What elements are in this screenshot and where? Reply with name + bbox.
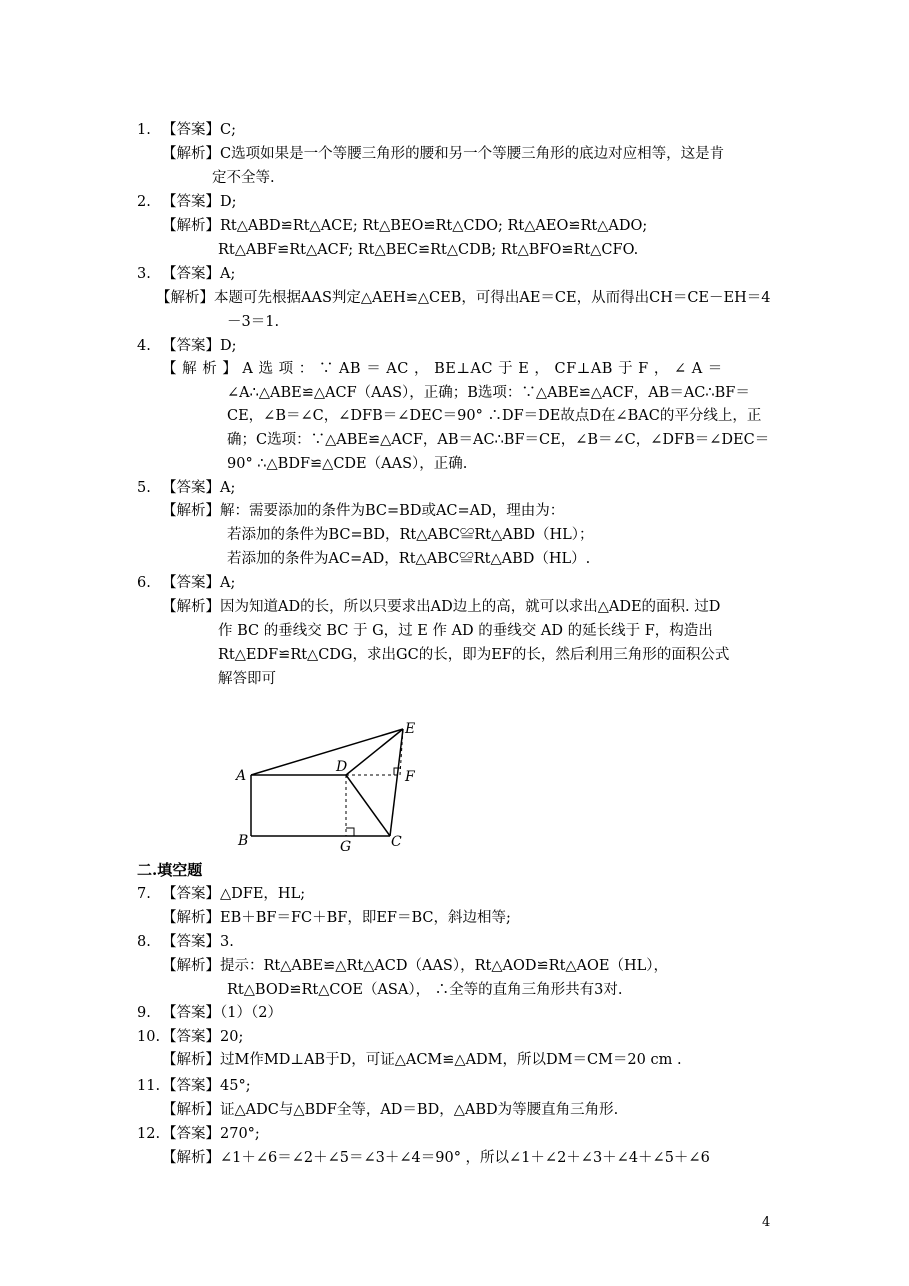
analysis-line: Rt△BOD≌Rt△COE（ASA）， ∴全等的直角三角形共有3对. [227,982,623,998]
analysis-line: －3＝1. [227,314,280,330]
item-number: 9. [137,1005,151,1021]
analysis-line: 【解析】证△ADC与△BDF全等，AD＝BD，△ABD为等腰直角三角形. [162,1102,619,1118]
item-number: 6. [137,575,151,591]
item-number: 5. [137,480,151,496]
analysis-line: ∠A∴△ABE≌△ACF（AAS），正确；B选项：∵△ABE≌△ACF，AB＝AC∴BF＝ [227,385,750,401]
item-number: 12. [137,1126,161,1142]
segment-ae [251,729,403,775]
segment-ef-dashed [400,729,403,775]
answer-text: 【答案】（1）（2） [162,1005,282,1021]
analysis-line: 定不全等. [212,170,275,186]
analysis-line: 确；C选项：∵△ABE≌△ACF，AB＝AC∴BF＝CE，∠B＝∠C，∠DFB＝∠DEC＝ [227,432,770,448]
item-number: 8. [137,934,151,950]
segment-ec [390,729,403,836]
analysis-line: 【 解 析 】 A 选 项 ： ∵ AB ＝ AC ， BE⊥AC 于 E ， CF⊥AB 于 F ， ∠ A ＝ [162,361,723,377]
answer-text: 【答案】C; [162,122,236,138]
label-a: A [236,768,247,784]
analysis-line: CE，∠B＝∠C，∠DFB＝∠DEC＝90° ∴DF＝DE故点D在∠BAC的平分线上，正 [227,408,762,424]
right-angle-mark-f [394,768,400,775]
segment-dc [346,775,390,836]
answer-text: 【答案】△DFE，HL; [162,886,306,902]
analysis-line: 【解析】∠1＋∠6＝∠2＋∠5＝∠3＋∠4＝90° ，所以∠1＋∠2＋∠3＋∠4＋∠5＋∠6 [162,1150,710,1166]
right-angle-mark-g [346,828,354,836]
label-d: D [336,759,348,775]
label-c: C [391,834,402,850]
answer-text: 【答案】45°; [162,1078,251,1094]
analysis-line: Rt△ABF≌Rt△ACF; Rt△BEC≌Rt△CDB; Rt△BFO≌Rt△CFO. [218,242,639,258]
item-number: 10. [137,1029,161,1045]
answer-text: 【答案】D; [162,338,237,354]
item-number: 3. [137,266,151,282]
analysis-line: 【解析】过M作MD⊥AB于D，可证△ACM≌△ADM，所以DM＝CM＝20 cm . [162,1052,682,1068]
analysis-line: 【解析】提示：Rt△ABE≌△Rt△ACD（AAS），Rt△AOD≌Rt△AOE（HL）， [162,958,669,974]
item-number: 7. [137,886,151,902]
answer-text: 【答案】270°; [162,1126,260,1142]
section-title: 二.填空题 [137,861,203,879]
item-number: 1. [137,122,151,138]
item-number: 2. [137,194,151,210]
analysis-line: 若添加的条件为AC=AD，Rt△ABC≌Rt△ABD（HL）. [227,551,591,567]
analysis-line: 若添加的条件为BC=BD，Rt△ABC≌Rt△ABD（HL）； [227,527,594,543]
segment-de [346,729,403,775]
label-f: F [405,769,415,785]
analysis-line: 【解析】因为知道AD的长，所以只要求出AD边上的高，就可以求出△ADE的面积. 过D [162,599,721,615]
label-b: B [238,833,249,849]
answer-text: 【答案】A; [162,266,236,282]
label-g: G [340,839,352,855]
answer-text: 【答案】A; [162,480,236,496]
item-number: 4. [137,338,151,354]
analysis-line: 解答即可 [218,671,276,687]
answer-text: 【答案】20; [162,1029,244,1045]
analysis-line: 90° ∴△BDF≌△CDE（AAS），正确. [227,456,468,472]
analysis-line: 【解析】C选项如果是一个等腰三角形的腰和另一个等腰三角形的底边对应相等，这是肯 [162,146,725,162]
answer-text: 【答案】A; [162,575,236,591]
analysis-line: 【解析】Rt△ABD≌Rt△ACE; Rt△BEO≌Rt△CDO; Rt△AEO≌Rt△ADO; [162,218,648,234]
analysis-line: Rt△EDF≌Rt△CDG，求出GC的长，即为EF的长，然后利用三角形的面积公式 [218,647,730,663]
answer-text: 【答案】D; [162,194,237,210]
answer-text: 【答案】3. [162,934,234,950]
label-e: E [405,721,416,737]
page-number: 4 [762,1215,771,1230]
analysis-line: 作 BC 的垂线交 BC 于 G，过 E 作 AD 的垂线交 AD 的延长线于 F，构造出 [218,623,713,639]
analysis-line: 【解析】解：需要添加的条件为BC=BD或AC=AD，理由为： [162,503,565,519]
analysis-line: 【解析】EB＋BF＝FC＋BF，即EF＝BC，斜边相等; [162,910,511,926]
item-number: 11. [137,1078,161,1094]
analysis-line: 【解析】本题可先根据AAS判定△AEH≌△CEB，可得出AE＝CE，从而得出CH＝CE－EH＝4 [156,290,771,306]
